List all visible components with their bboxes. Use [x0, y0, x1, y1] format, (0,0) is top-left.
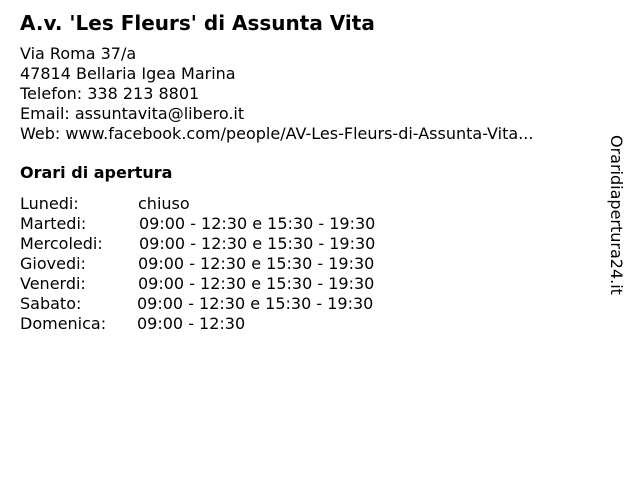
- phone-number[interactable]: Telefon: 338 213 8801: [20, 84, 200, 103]
- day-label: Venerdi:: [20, 274, 86, 293]
- site-watermark: Oraridiapertura24.it: [607, 135, 626, 295]
- hours-value: 09:00 - 12:30 e 15:30 - 19:30: [139, 214, 376, 233]
- day-label: Mercoledi:: [20, 234, 103, 253]
- day-label: Sabato:: [20, 294, 82, 313]
- hours-value: 09:00 - 12:30: [137, 314, 246, 333]
- day-label: Lunedi:: [20, 194, 79, 213]
- hours-value: chiuso: [138, 194, 190, 213]
- day-label: Domenica:: [20, 314, 107, 333]
- day-label: Martedi:: [20, 214, 87, 233]
- day-label: Giovedi:: [20, 254, 86, 273]
- opening-hours-heading: Orari di apertura: [20, 163, 173, 182]
- business-name: A.v. 'Les Fleurs' di Assunta Vita: [20, 11, 375, 35]
- contact-block: [20, 44, 533, 144]
- street-address: Via Roma 37/a: [20, 44, 137, 63]
- city-address: 47814 Bellaria Igea Marina: [20, 64, 236, 83]
- website-link[interactable]: Web: www.facebook.com/people/AV-Les-Fleurs-di-Assunta-Vita...: [20, 124, 534, 143]
- hours-value: 09:00 - 12:30 e 15:30 - 19:30: [138, 274, 375, 293]
- hours-value: 09:00 - 12:30 e 15:30 - 19:30: [137, 294, 374, 313]
- email-address[interactable]: Email: assuntavita@libero.it: [20, 104, 245, 123]
- hours-value: 09:00 - 12:30 e 15:30 - 19:30: [139, 234, 376, 253]
- hours-value: 09:00 - 12:30 e 15:30 - 19:30: [138, 254, 375, 273]
